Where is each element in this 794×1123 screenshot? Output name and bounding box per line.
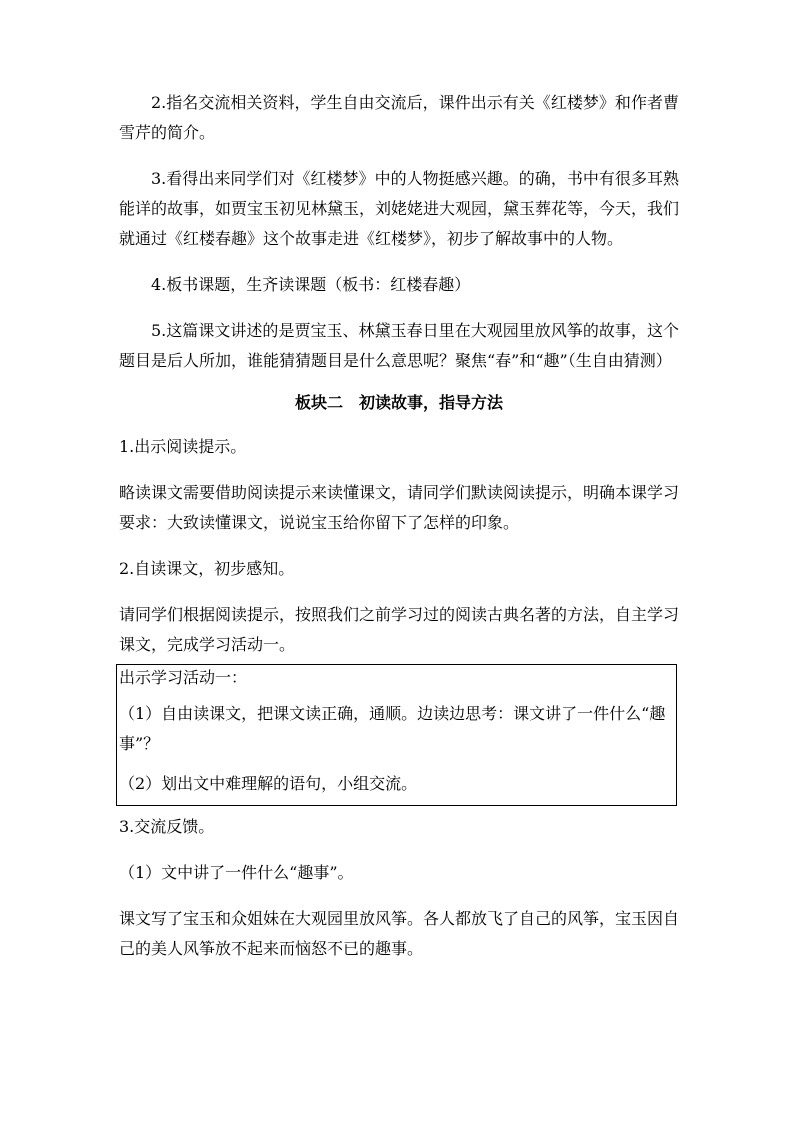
- activity-item-1: （1）自由读课文，把课文读正确，通顺。边读边思考：课文讲了一件什么“趣事”？: [119, 704, 666, 753]
- feedback-question-1: （1）文中讲了一件什么“趣事”。: [119, 863, 354, 882]
- section-heading: 板块二 初读故事，指导方法: [294, 393, 503, 412]
- feedback-answer-1: 课文写了宝玉和众姐妹在大观园里放风筝。各人都放飞了自己的风筝，宝玉因自己的美人风筝放不起来而恼怒不已的趣事。: [119, 909, 680, 958]
- activity-item-2: （2）划出文中难理解的语句，小组交流。: [119, 774, 418, 793]
- paragraph-read-hint-detail: 略读课文需要借助阅读提示来读懂课文，请同学们默读阅读提示，明确本课学习要求：大致读懂课文，说说宝玉给你留下了怎样的印象。: [119, 483, 680, 532]
- document-body: [119, 88, 679, 964]
- activity-box-title: 出示学习活动一：: [119, 668, 248, 687]
- step-feedback: 3.交流反馈。: [119, 817, 215, 836]
- paragraph-intro-4: 4.板书课题，生齐读课题（板书：红楼春趣）: [151, 275, 471, 294]
- paragraph-intro-3: 3.看得出来同学们对《红楼梦》中的人物挺感兴趣。的确，书中有很多耳熟能详的故事，如贾宝玉初见林黛玉，刘姥姥进大观园，黛玉葬花等，今天，我们就通过《红楼春趣》这个故事走进《红楼梦》，初步了解故事中的人物。: [119, 169, 680, 248]
- step-read-hint: 1.出示阅读提示。: [119, 437, 247, 456]
- paragraph-intro-2: 2.指名交流相关资料，学生自由交流后，课件出示有关《红楼梦》和作者曹雪芹的简介。: [119, 93, 679, 142]
- paragraph-intro-5: 5.这篇课文讲述的是贾宝玉、林黛玉春日里在大观园里放风筝的故事，这个题目是后人所加，谁能猜猜题目是什么意思呢？聚焦“春”和“趣”（生自由猜测）: [119, 321, 679, 370]
- paragraph-self-read-detail: 请同学们根据阅读提示，按照我们之前学习过的阅读古典名著的方法，自主学习课文，完成学习活动一。: [119, 605, 680, 654]
- step-self-read: 2.自读课文，初步感知。: [119, 559, 295, 578]
- learning-activity-box: [116, 664, 677, 806]
